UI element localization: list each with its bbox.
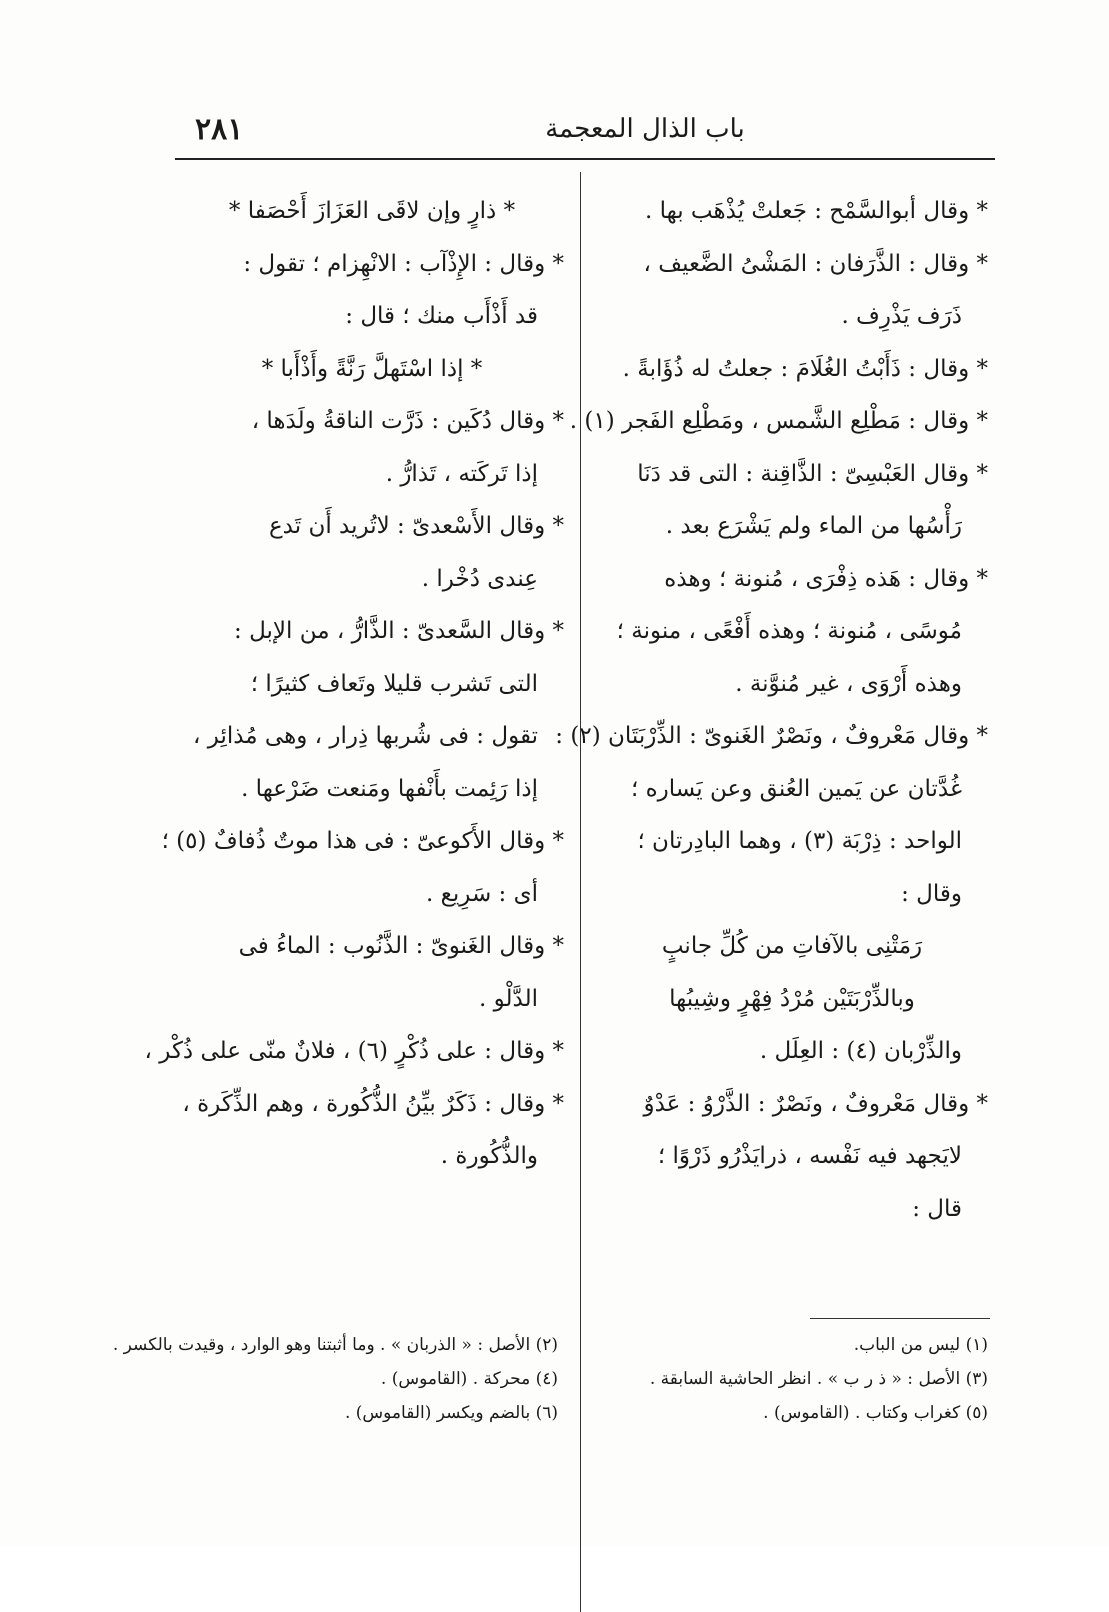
footnote-row: [180, 1396, 988, 1430]
text-line: أى : سَرِيع .: [426, 880, 538, 907]
text-line: الدَّلْو .: [479, 985, 538, 1012]
text-line: لايَجهد فيه نَفْسه ، ذرايَذْرُو ذَرْوًا ؛: [657, 1143, 962, 1169]
header-rule: [175, 158, 995, 160]
verse-line: * إذا اسْتَهلَّ رَنَّةً وأَذْأَبا *: [261, 355, 483, 382]
footnote-row: [112, 1328, 988, 1362]
footnote: (١) ليس من الباب.: [853, 1335, 988, 1355]
footnote: (٤) محركة . (القاموس) .: [380, 1369, 558, 1389]
text-line: * وقال : هَذه ذِفْرَى ، مُنونة ؛ وهذه: [664, 565, 988, 592]
text-line: والذُّكُورة .: [440, 1143, 538, 1169]
text-line: * وقال : الإِذْآب : الانْهِزام ؛ تقول :: [243, 250, 564, 277]
footnotes: [112, 1328, 988, 1430]
text-line: * وقال الغَنوىّ : الذَّنُوب : الماءُ فى: [238, 933, 564, 959]
text-line: * وقال العَبْسِىّ : الذَّاقِنة : التى قد دَنَا: [637, 460, 988, 487]
footnote: (٣) الأصل : « ذ ر ب » . انظر الحاشية السابقة .: [649, 1369, 988, 1389]
text-line: تقول : فى شُربها ذِرار ، وهى مُذائِر ،: [193, 723, 538, 749]
text-line: الواحد : ذِرْبَة (٣) ، وهما البادِرتان ؛: [637, 828, 962, 854]
left-column: [144, 185, 564, 1183]
text-line: * وقال : ذَكَرٌ بيِّنُ الذُّكُورة ، وهم الذِّكَرة ،: [182, 1090, 564, 1117]
footnote-rule: [810, 1318, 990, 1319]
page-header: [175, 112, 995, 152]
page-number: ٢٨١: [195, 112, 244, 147]
text-line: * وقال السَّعدىّ : الذَّارُّ ، من الإبل :: [234, 618, 564, 644]
text-line: * وقال : على ذُكْرٍ (٦) ، فلانٌ منّى على ذُكْر ،: [144, 1038, 564, 1064]
verse-line: * ذارٍ وإن لاقَى العَزَازَ أَحْصَفا *: [228, 198, 516, 224]
text-line: مُوسًى ، مُنونة ؛ وهذه أَفْعًى ، منونة ؛: [616, 618, 962, 644]
text-line: إذا رَئِمت بأَنْفها ومَنعت ضَرْعها .: [241, 775, 538, 802]
text-line: قال :: [912, 1195, 962, 1222]
text-line: إذا تَركَته ، تَذارُّ .: [385, 460, 538, 487]
text-line: * وقال مَعْروفٌ ، ونَصْرٌ : الذَّرْوُ : عَدْوٌ: [643, 1090, 988, 1117]
text-line: وهذه أَرْوَى ، غير مُنوَّنة .: [735, 670, 962, 697]
footnote: (٦) بالضم ويكسر (القاموس) .: [344, 1403, 558, 1423]
running-title: باب الذال المعجمة: [545, 114, 745, 144]
text-line: * وقال : الذَّرَفان : المَشْىُ الضَّعيف ،: [643, 250, 988, 277]
verse-line: وبالذِّرْبَتَيْن مُرْدُ فِهْرٍ وشِيبُها: [669, 985, 915, 1012]
text-line: التى تَشرب قليلا وتَعاف كثيرًا ؛: [250, 670, 538, 697]
footnote: (٢) الأصل : « الذربان » . وما أثبتنا وهو الوارد ، وقيدت بالكسر .: [112, 1335, 558, 1355]
text-line: ذَرَف يَذْرِف .: [841, 303, 962, 329]
text-line: وقال :: [901, 880, 962, 907]
text-line: والذِّرْبان (٤) : العِلَل .: [759, 1038, 962, 1064]
footnote-row: [180, 1362, 988, 1396]
text-line: * وقال الأَسْعدىّ : لاتُريد أَن تَدع: [268, 513, 564, 539]
text-line: عِندى دُخْرا .: [421, 565, 538, 592]
text-line: * وقال أبوالسَّمْح : جَعلتْ يُذْهَب بها .: [644, 198, 988, 224]
text-line: * وقال : ذَأَبْتُ الغُلَامَ : جعلتُ له ذُؤَابةً .: [622, 355, 988, 382]
footnote: (٥) كغراب وكتاب . (القاموس) .: [763, 1403, 988, 1423]
text-line: رَأْسُها من الماء ولم يَشْرَع بعد .: [665, 513, 962, 539]
verse-line: رَمَتْنِى بالآفاتِ من كُلِّ جانبٍ: [661, 933, 923, 959]
text-line: * وقال مَعْروفٌ ، ونَصْرٌ الغَنوىّ : الذِّرْبَتَان (٢) :: [555, 723, 988, 749]
right-column: [555, 185, 988, 1235]
text-line: * وقال : مَطْلِع الشَّمس ، ومَطْلِع الفَجر (١) .: [569, 408, 988, 434]
text-line: * وقال الأَكوعىّ : فى هذا موتٌ ذُفافٌ (٥) ؛: [161, 828, 564, 854]
text-line: * وقال دُكَين : ذَرَّت الناقةُ ولَدَها ،: [251, 408, 564, 434]
text-line: غُدَّتان عن يَمين العُنق وعن يَساره ؛: [631, 775, 962, 802]
text-line: قد أَذْأَب منك ؛ قال :: [345, 303, 538, 329]
